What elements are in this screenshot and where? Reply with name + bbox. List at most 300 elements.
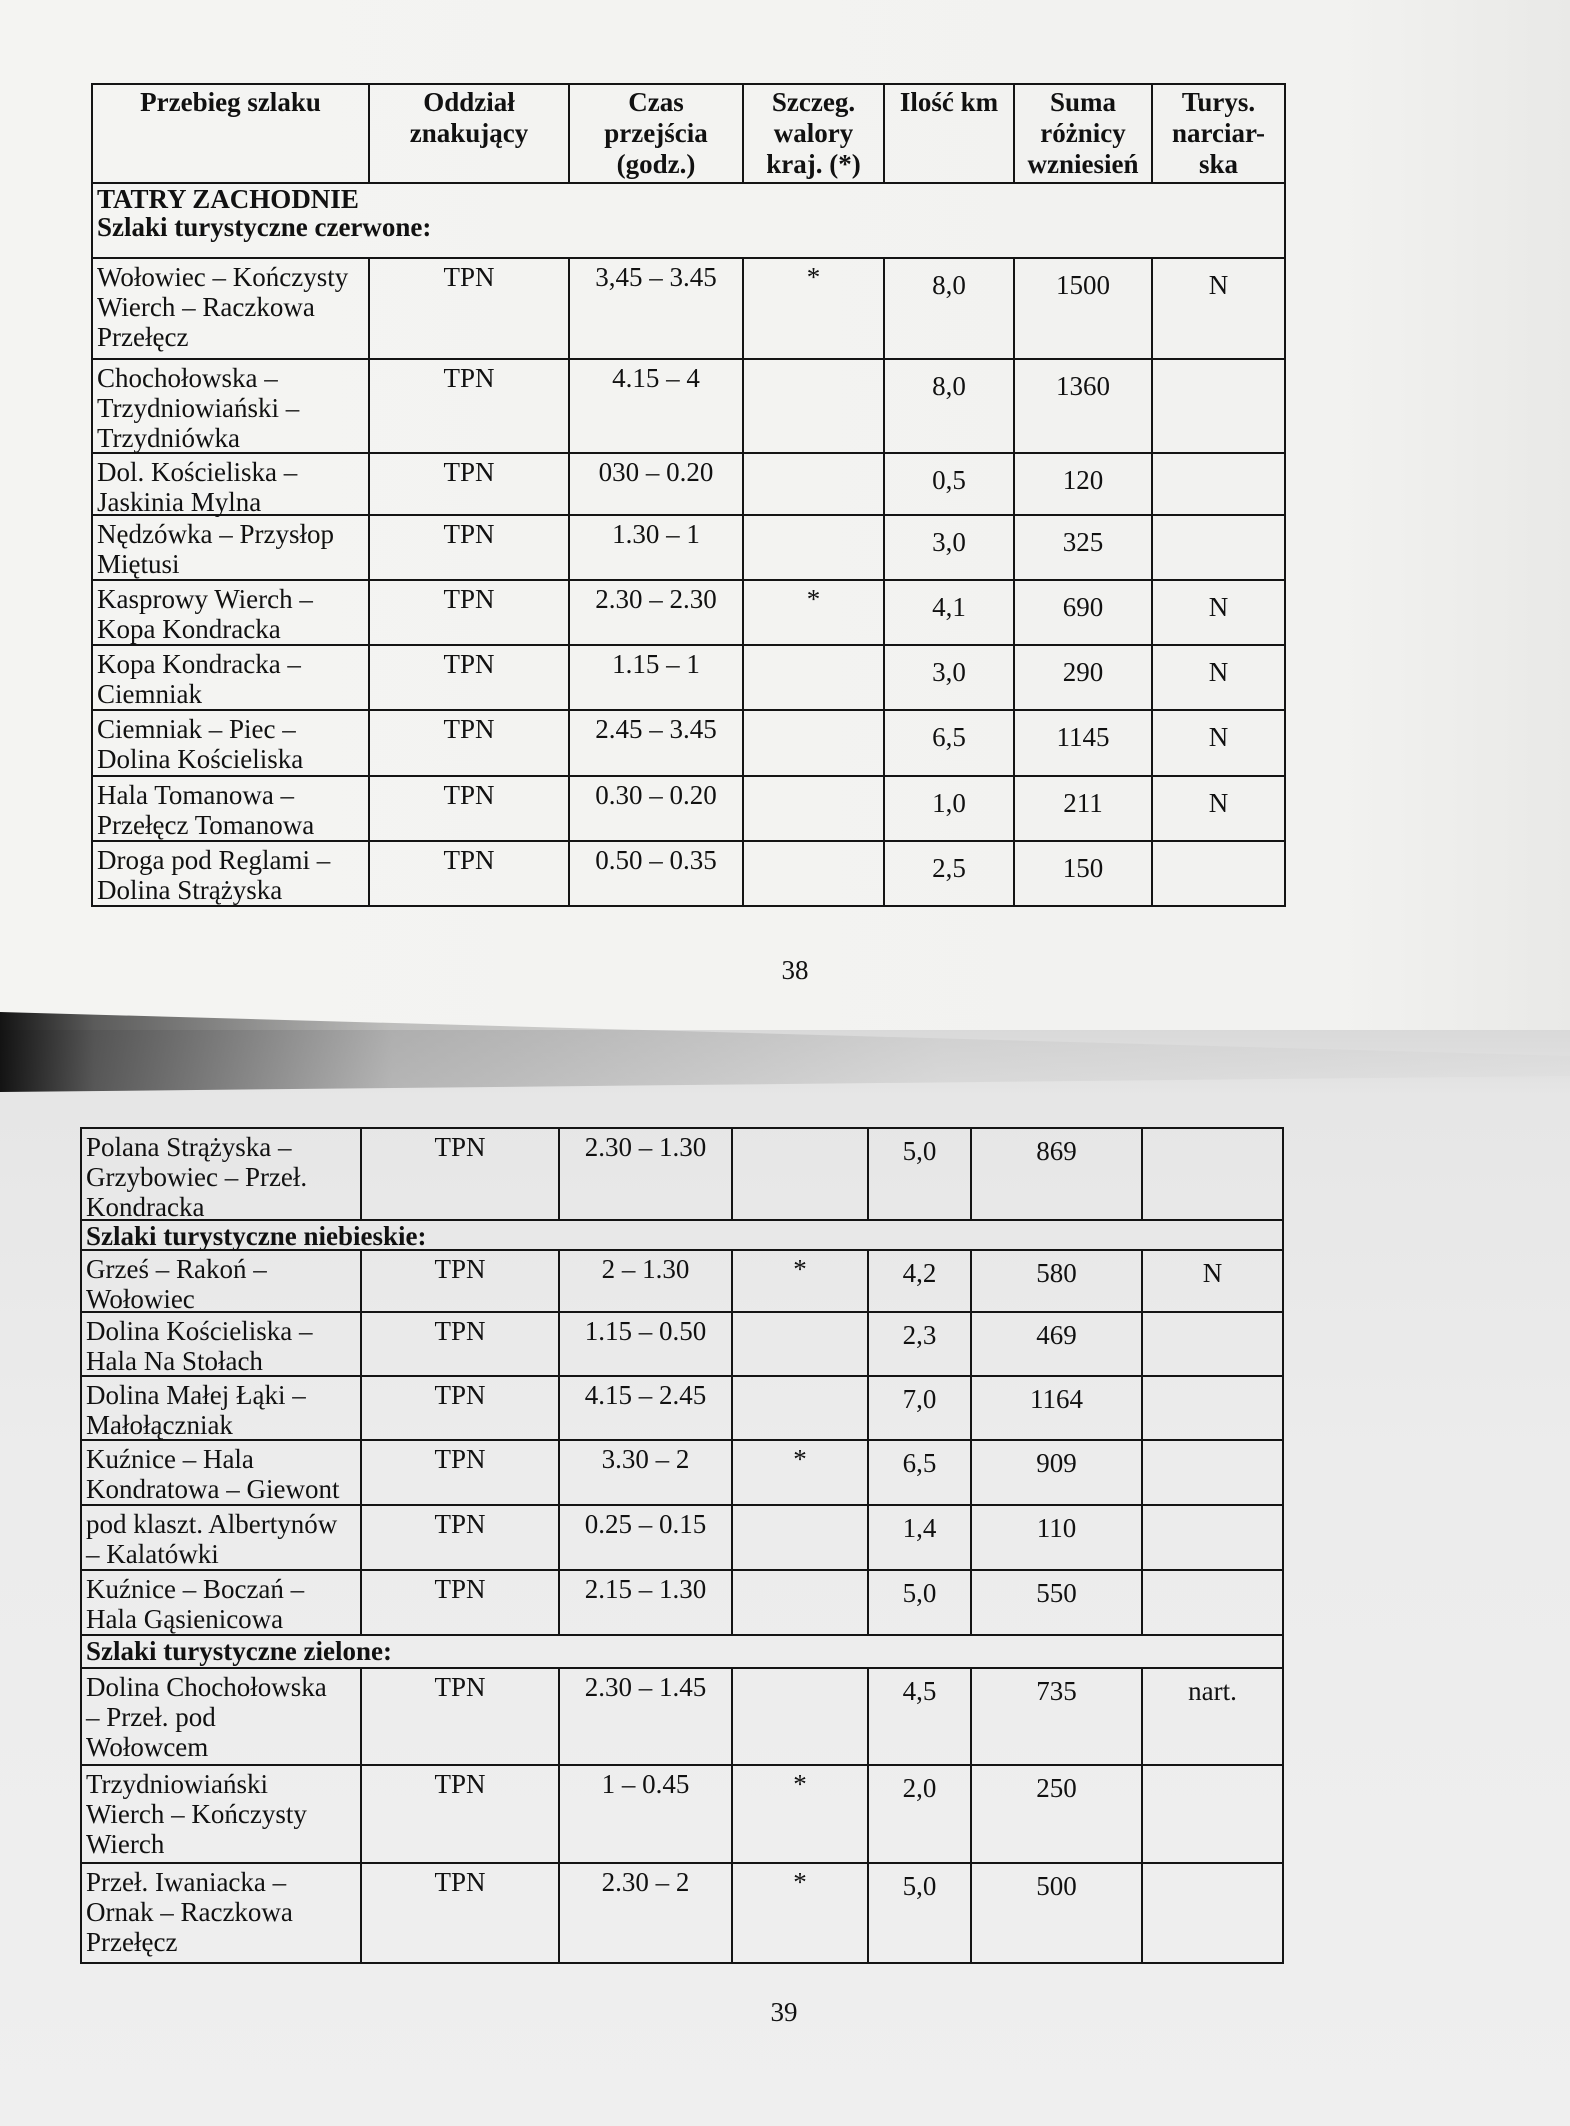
ski-touring-cell <box>1153 259 1286 360</box>
trail-name-line: Kuźnice – Hala <box>86 1444 254 1474</box>
table-row <box>93 842 1286 907</box>
scenic-value-cell <box>733 1864 869 1964</box>
table-row <box>82 1251 1284 1313</box>
scenic-value-cell <box>733 1251 869 1313</box>
walking-time-cell <box>560 1669 733 1766</box>
trail-cell <box>93 516 370 581</box>
trail-name-line: Wołowiec – Kończysty <box>97 262 349 292</box>
elevation-gain-cell <box>972 1377 1143 1441</box>
column-header-line: Turys. <box>1181 87 1256 117</box>
trail-name-line: Miętusi <box>97 549 180 579</box>
marking-unit-value: TPN <box>434 1132 486 1162</box>
elevation-gain-cell <box>972 1129 1143 1221</box>
trail-name-line: Dolina Małej Łąki – <box>86 1380 306 1410</box>
trail-name-line: Trzydniówka <box>97 423 241 453</box>
trail-name-line: Dol. Kościeliska – <box>97 457 298 487</box>
distance-km-value: 6,5 <box>902 1448 937 1478</box>
scenic-value-cell <box>744 454 885 516</box>
marking-unit-value: TPN <box>443 714 495 744</box>
walking-time-cell <box>570 516 744 581</box>
elevation-gain-value: 1145 <box>1056 722 1110 752</box>
trail-table-upper <box>91 83 1286 907</box>
distance-km-cell <box>869 1441 972 1506</box>
distance-km-cell <box>869 1506 972 1571</box>
scenic-value-value: * <box>793 1444 807 1474</box>
scenic-value-cell <box>733 1441 869 1506</box>
elevation-gain-cell <box>1015 259 1153 360</box>
walking-time-value: 1.30 – 1 <box>612 519 700 549</box>
trail-cell <box>93 454 370 516</box>
column-header-line: Suma <box>1049 87 1117 117</box>
marking-unit-cell <box>362 1669 560 1766</box>
page-number: 39 <box>770 1997 798 2027</box>
elevation-gain-value: 909 <box>1036 1448 1077 1478</box>
trail-name-line: – Przeł. pod <box>86 1702 216 1732</box>
trail-name-line: Małołączniak <box>86 1410 233 1440</box>
elevation-gain-value: 735 <box>1036 1676 1077 1706</box>
trail-cell <box>93 259 370 360</box>
marking-unit-cell <box>362 1441 560 1506</box>
table-row <box>82 1669 1284 1766</box>
ski-touring-cell <box>1153 360 1286 454</box>
section-row <box>82 1221 1284 1251</box>
marking-unit-cell <box>362 1251 560 1313</box>
trail-name-line: Wołowiec <box>86 1284 195 1314</box>
table-row <box>82 1129 1284 1221</box>
ski-touring-value: N <box>1208 657 1229 687</box>
trail-name-line: Grzybowiec – Przeł. <box>86 1162 308 1192</box>
marking-unit-cell <box>362 1506 560 1571</box>
walking-time-cell <box>560 1129 733 1221</box>
trail-name-line: Jaskinia Mylna <box>97 487 262 517</box>
distance-km-cell <box>885 360 1015 454</box>
trail-name-line: Kopa Kondracka – <box>97 649 301 679</box>
trail-name-line: Kuźnice – Boczań – <box>86 1574 305 1604</box>
ski-touring-cell <box>1143 1313 1284 1377</box>
elevation-gain-value: 211 <box>1063 788 1103 818</box>
distance-km-cell <box>885 516 1015 581</box>
walking-time-value: 2 – 1.30 <box>601 1254 690 1284</box>
walking-time-value: 0.50 – 0.35 <box>595 845 717 875</box>
scenic-value-value: * <box>793 1769 807 1799</box>
distance-km-value: 0,5 <box>932 465 966 495</box>
trail-cell <box>82 1377 362 1441</box>
elevation-gain-value: 550 <box>1036 1578 1077 1608</box>
trail-name-line: Kopa Kondracka <box>97 614 281 644</box>
trail-name-line: Wierch <box>86 1829 165 1859</box>
table-row <box>93 777 1286 842</box>
distance-km-value: 2,0 <box>902 1773 937 1803</box>
elevation-gain-cell <box>1015 711 1153 777</box>
scenic-value-cell <box>744 842 885 907</box>
marking-unit-value: TPN <box>434 1380 486 1410</box>
marking-unit-value: TPN <box>434 1316 486 1346</box>
trail-cell <box>82 1766 362 1864</box>
table-row <box>93 360 1286 454</box>
marking-unit-value: TPN <box>443 363 495 393</box>
trail-table-lower <box>80 1127 1284 1964</box>
walking-time-cell <box>570 360 744 454</box>
distance-km-cell <box>885 646 1015 711</box>
distance-km-value: 5,0 <box>902 1136 937 1166</box>
walking-time-cell <box>570 777 744 842</box>
elevation-gain-cell <box>972 1506 1143 1571</box>
section-row <box>93 184 1286 259</box>
distance-km-value: 2,3 <box>902 1320 937 1350</box>
distance-km-cell <box>885 581 1015 646</box>
marking-unit-value: TPN <box>434 1444 486 1474</box>
scenic-value-value: * <box>806 262 821 292</box>
distance-km-cell <box>885 842 1015 907</box>
section-heading: Szlaki turystyczne zielone: <box>86 1636 392 1666</box>
column-header-line: Szczeg. <box>771 87 856 117</box>
walking-time-value: 1 – 0.45 <box>601 1769 690 1799</box>
trail-name-line: Hala Gąsienicowa <box>86 1604 284 1634</box>
trail-name-line: Przeł. Iwaniacka – <box>86 1867 287 1897</box>
walking-time-value: 4.15 – 4 <box>612 363 700 393</box>
walking-time-value: 3,45 – 3.45 <box>595 262 717 292</box>
scenic-value-value: * <box>793 1867 807 1897</box>
trail-name-line: Grześ – Rakoń – <box>86 1254 267 1284</box>
walking-time-value: 2.30 – 1.45 <box>584 1672 707 1702</box>
marking-unit-value: TPN <box>434 1509 486 1539</box>
ski-touring-cell <box>1153 516 1286 581</box>
section-heading: TATRY ZACHODNIE <box>97 184 359 214</box>
elevation-gain-cell <box>972 1766 1143 1864</box>
trail-name-line: Polana Strążyska – <box>86 1132 292 1162</box>
elevation-gain-cell <box>1015 646 1153 711</box>
trail-cell <box>93 646 370 711</box>
column-header-line: (godz.) <box>616 149 696 179</box>
elevation-gain-cell <box>1015 454 1153 516</box>
section-heading: Szlaki turystyczne niebieskie: <box>86 1221 427 1251</box>
scenic-value-cell <box>733 1506 869 1571</box>
trail-name-line: Trzydniowiański – <box>97 393 300 423</box>
walking-time-cell <box>570 842 744 907</box>
distance-km-value: 4,1 <box>932 592 966 622</box>
scenic-value-cell <box>733 1571 869 1636</box>
ski-touring-value: N <box>1208 592 1229 622</box>
trail-name-line: Chochołowska – <box>97 363 278 393</box>
scenic-value-cell <box>733 1766 869 1864</box>
column-header-line: narciar- <box>1172 118 1265 148</box>
trail-name-line: Dolina Kościeliska – <box>86 1316 313 1346</box>
walking-time-cell <box>560 1766 733 1864</box>
elevation-gain-cell <box>1015 842 1153 907</box>
ski-touring-cell <box>1143 1571 1284 1636</box>
elevation-gain-cell <box>1015 360 1153 454</box>
walking-time-value: 2.45 – 3.45 <box>595 714 717 744</box>
distance-km-value: 4,5 <box>902 1676 937 1706</box>
distance-km-cell <box>869 1571 972 1636</box>
distance-km-value: 8,0 <box>932 270 966 300</box>
ski-touring-cell <box>1153 581 1286 646</box>
walking-time-value: 0.25 – 0.15 <box>584 1509 707 1539</box>
elevation-gain-value: 469 <box>1036 1320 1077 1350</box>
marking-unit-cell <box>362 1313 560 1377</box>
trail-name-line: pod klaszt. Albertynów <box>86 1509 338 1539</box>
marking-unit-value: TPN <box>434 1672 486 1702</box>
distance-km-cell <box>869 1129 972 1221</box>
column-header <box>93 85 370 184</box>
distance-km-cell <box>885 711 1015 777</box>
walking-time-value: 2.30 – 2.30 <box>595 584 717 614</box>
trail-name-line: Hala Tomanowa – <box>97 780 295 810</box>
marking-unit-cell <box>370 360 570 454</box>
distance-km-value: 8,0 <box>932 371 966 401</box>
trail-name-line: Trzydniowiański <box>86 1769 269 1799</box>
walking-time-value: 2.15 – 1.30 <box>584 1574 707 1604</box>
marking-unit-value: TPN <box>443 845 495 875</box>
elevation-gain-value: 1360 <box>1056 371 1110 401</box>
column-header-line: walory <box>773 118 854 148</box>
trail-name-line: Nędzówka – Przysłop <box>97 519 334 549</box>
distance-km-cell <box>869 1313 972 1377</box>
trail-name-line: Przełęcz Tomanowa <box>97 810 315 840</box>
column-header-line: Przebieg szlaku <box>140 87 321 117</box>
trail-name-line: Dolina Strążyska <box>97 875 283 905</box>
walking-time-cell <box>570 454 744 516</box>
scenic-value-cell <box>733 1669 869 1766</box>
trail-name-line: Hala Na Stołach <box>86 1346 263 1376</box>
marking-unit-cell <box>370 581 570 646</box>
distance-km-cell <box>885 259 1015 360</box>
marking-unit-value: TPN <box>443 457 495 487</box>
page-number: 38 <box>781 955 809 985</box>
section-row <box>82 1636 1284 1669</box>
ski-touring-value: N <box>1202 1258 1223 1288</box>
trail-cell <box>93 842 370 907</box>
walking-time-cell <box>570 581 744 646</box>
distance-km-value: 3,0 <box>932 527 966 557</box>
marking-unit-value: TPN <box>434 1574 486 1604</box>
elevation-gain-cell <box>1015 581 1153 646</box>
table-row <box>93 646 1286 711</box>
table-row <box>93 516 1286 581</box>
trail-name-line: Przełęcz <box>97 322 189 352</box>
column-header <box>1015 85 1153 184</box>
elevation-gain-value: 325 <box>1062 527 1104 557</box>
marking-unit-value: TPN <box>434 1254 486 1284</box>
marking-unit-cell <box>370 842 570 907</box>
distance-km-value: 6,5 <box>932 722 966 752</box>
trail-name-line: Dolina Kościeliska <box>97 744 304 774</box>
elevation-gain-value: 500 <box>1036 1871 1077 1901</box>
scenic-value-value: * <box>806 584 821 614</box>
column-header-line: znakujący <box>409 118 529 148</box>
ski-touring-cell <box>1153 711 1286 777</box>
header-row <box>93 85 1286 184</box>
marking-unit-cell <box>362 1864 560 1964</box>
ski-touring-cell <box>1143 1377 1284 1441</box>
marking-unit-cell <box>370 711 570 777</box>
section-heading: Szlaki turystyczne czerwone: <box>97 212 432 242</box>
trail-cell <box>82 1864 362 1964</box>
column-header-line: przejścia <box>604 118 708 148</box>
distance-km-cell <box>869 1669 972 1766</box>
trail-cell <box>82 1129 362 1221</box>
trail-name-line: Wierch – Raczkowa <box>97 292 315 322</box>
marking-unit-cell <box>370 646 570 711</box>
trail-name-line: Droga pod Reglami – <box>97 845 331 875</box>
scenic-value-cell <box>744 711 885 777</box>
marking-unit-cell <box>362 1766 560 1864</box>
scenic-value-cell <box>744 646 885 711</box>
trail-name-line: Ciemniak – Piec – <box>97 714 296 744</box>
trail-name-line: Kondratowa – Giewont <box>86 1474 340 1504</box>
marking-unit-cell <box>370 259 570 360</box>
distance-km-cell <box>885 454 1015 516</box>
column-header-line: Ilość km <box>899 87 999 117</box>
trail-cell <box>82 1571 362 1636</box>
walking-time-cell <box>560 1313 733 1377</box>
walking-time-cell <box>560 1864 733 1964</box>
distance-km-value: 1,4 <box>902 1513 937 1543</box>
trail-name-line: Dolina Chochołowska <box>86 1672 327 1702</box>
walking-time-value: 1.15 – 0.50 <box>584 1316 707 1346</box>
distance-km-value: 4,2 <box>902 1258 937 1288</box>
walking-time-value: 3.30 – 2 <box>601 1444 690 1474</box>
ski-touring-cell <box>1153 777 1286 842</box>
scenic-value-cell <box>733 1313 869 1377</box>
marking-unit-value: TPN <box>434 1769 486 1799</box>
column-header <box>570 85 744 184</box>
elevation-gain-value: 150 <box>1062 853 1104 883</box>
marking-unit-cell <box>370 777 570 842</box>
scenic-value-cell <box>744 259 885 360</box>
walking-time-cell <box>570 259 744 360</box>
column-header <box>370 85 570 184</box>
table-row <box>82 1864 1284 1964</box>
trail-name-line: – Kalatówki <box>86 1539 219 1569</box>
ski-touring-value: nart. <box>1188 1676 1237 1706</box>
trail-cell <box>93 777 370 842</box>
walking-time-cell <box>570 711 744 777</box>
trail-cell <box>82 1251 362 1313</box>
scenic-value-cell <box>733 1129 869 1221</box>
table-row <box>82 1377 1284 1441</box>
marking-unit-cell <box>370 516 570 581</box>
walking-time-cell <box>560 1251 733 1313</box>
trail-cell <box>82 1669 362 1766</box>
elevation-gain-value: 120 <box>1062 465 1104 495</box>
ski-touring-cell <box>1143 1441 1284 1506</box>
table-row <box>93 454 1286 516</box>
column-header <box>744 85 885 184</box>
elevation-gain-cell <box>1015 777 1153 842</box>
trail-cell <box>82 1441 362 1506</box>
marking-unit-cell <box>370 454 570 516</box>
marking-unit-value: TPN <box>443 519 495 549</box>
column-header-line: Czas <box>628 87 684 117</box>
section-heading-cell <box>93 184 1286 259</box>
column-header <box>1153 85 1286 184</box>
marking-unit-cell <box>362 1129 560 1221</box>
table-row <box>82 1766 1284 1864</box>
column-header-line: różnicy <box>1040 118 1126 148</box>
ski-touring-cell <box>1153 646 1286 711</box>
marking-unit-value: TPN <box>434 1867 486 1897</box>
elevation-gain-value: 1164 <box>1030 1384 1083 1414</box>
ski-touring-value: N <box>1208 722 1229 752</box>
trail-cell <box>82 1506 362 1571</box>
walking-time-value: 0.30 – 0.20 <box>595 780 717 810</box>
table-row <box>93 259 1286 360</box>
distance-km-value: 3,0 <box>932 657 966 687</box>
column-header-line: Oddział <box>423 87 515 117</box>
ski-touring-cell <box>1143 1766 1284 1864</box>
distance-km-cell <box>869 1864 972 1964</box>
elevation-gain-value: 690 <box>1062 592 1104 622</box>
section-heading-cell <box>82 1636 1284 1669</box>
walking-time-value: 1.15 – 1 <box>612 649 700 679</box>
trail-name-line: Kondracka <box>86 1192 205 1222</box>
trail-cell <box>93 581 370 646</box>
trail-name-line: Ornak – Raczkowa <box>86 1897 293 1927</box>
elevation-gain-cell <box>972 1313 1143 1377</box>
column-header-line: ska <box>1198 149 1239 179</box>
marking-unit-cell <box>362 1571 560 1636</box>
scenic-value-cell <box>744 581 885 646</box>
trail-name-line: Ciemniak <box>97 679 202 709</box>
elevation-gain-cell <box>972 1251 1143 1313</box>
distance-km-value: 7,0 <box>902 1384 937 1414</box>
ski-touring-cell <box>1153 842 1286 907</box>
distance-km-cell <box>869 1377 972 1441</box>
elevation-gain-cell <box>972 1864 1143 1964</box>
walking-time-cell <box>560 1441 733 1506</box>
distance-km-value: 1,0 <box>932 788 966 818</box>
column-header-line: kraj. (*) <box>766 149 861 179</box>
table-row <box>93 711 1286 777</box>
marking-unit-value: TPN <box>443 649 495 679</box>
ski-touring-value: N <box>1208 270 1229 300</box>
walking-time-cell <box>560 1377 733 1441</box>
marking-unit-value: TPN <box>443 780 495 810</box>
distance-km-cell <box>885 777 1015 842</box>
elevation-gain-cell <box>972 1669 1143 1766</box>
elevation-gain-value: 1500 <box>1056 270 1110 300</box>
elevation-gain-cell <box>972 1571 1143 1636</box>
ski-touring-cell <box>1143 1251 1284 1313</box>
elevation-gain-value: 869 <box>1036 1136 1077 1166</box>
scenic-value-cell <box>744 516 885 581</box>
table-row <box>82 1441 1284 1506</box>
walking-time-cell <box>560 1571 733 1636</box>
ski-touring-value: N <box>1208 788 1229 818</box>
walking-time-cell <box>560 1506 733 1571</box>
table-row <box>82 1571 1284 1636</box>
scenic-value-value: * <box>793 1254 807 1284</box>
elevation-gain-value: 110 <box>1036 1513 1077 1543</box>
marking-unit-value: TPN <box>443 262 495 292</box>
scenic-value-cell <box>733 1377 869 1441</box>
walking-time-cell <box>570 646 744 711</box>
table-row <box>82 1506 1284 1571</box>
walking-time-value: 030 – 0.20 <box>598 457 714 487</box>
trail-name-line: Wierch – Kończysty <box>86 1799 307 1829</box>
marking-unit-cell <box>362 1377 560 1441</box>
distance-km-value: 5,0 <box>902 1871 937 1901</box>
column-header-line: wzniesień <box>1027 149 1139 179</box>
walking-time-value: 2.30 – 2 <box>601 1867 690 1897</box>
distance-km-cell <box>869 1766 972 1864</box>
column-header <box>885 85 1015 184</box>
trail-name-line: Przełęcz <box>86 1927 178 1957</box>
trail-cell <box>93 360 370 454</box>
ski-touring-cell <box>1143 1506 1284 1571</box>
ski-touring-cell <box>1153 454 1286 516</box>
